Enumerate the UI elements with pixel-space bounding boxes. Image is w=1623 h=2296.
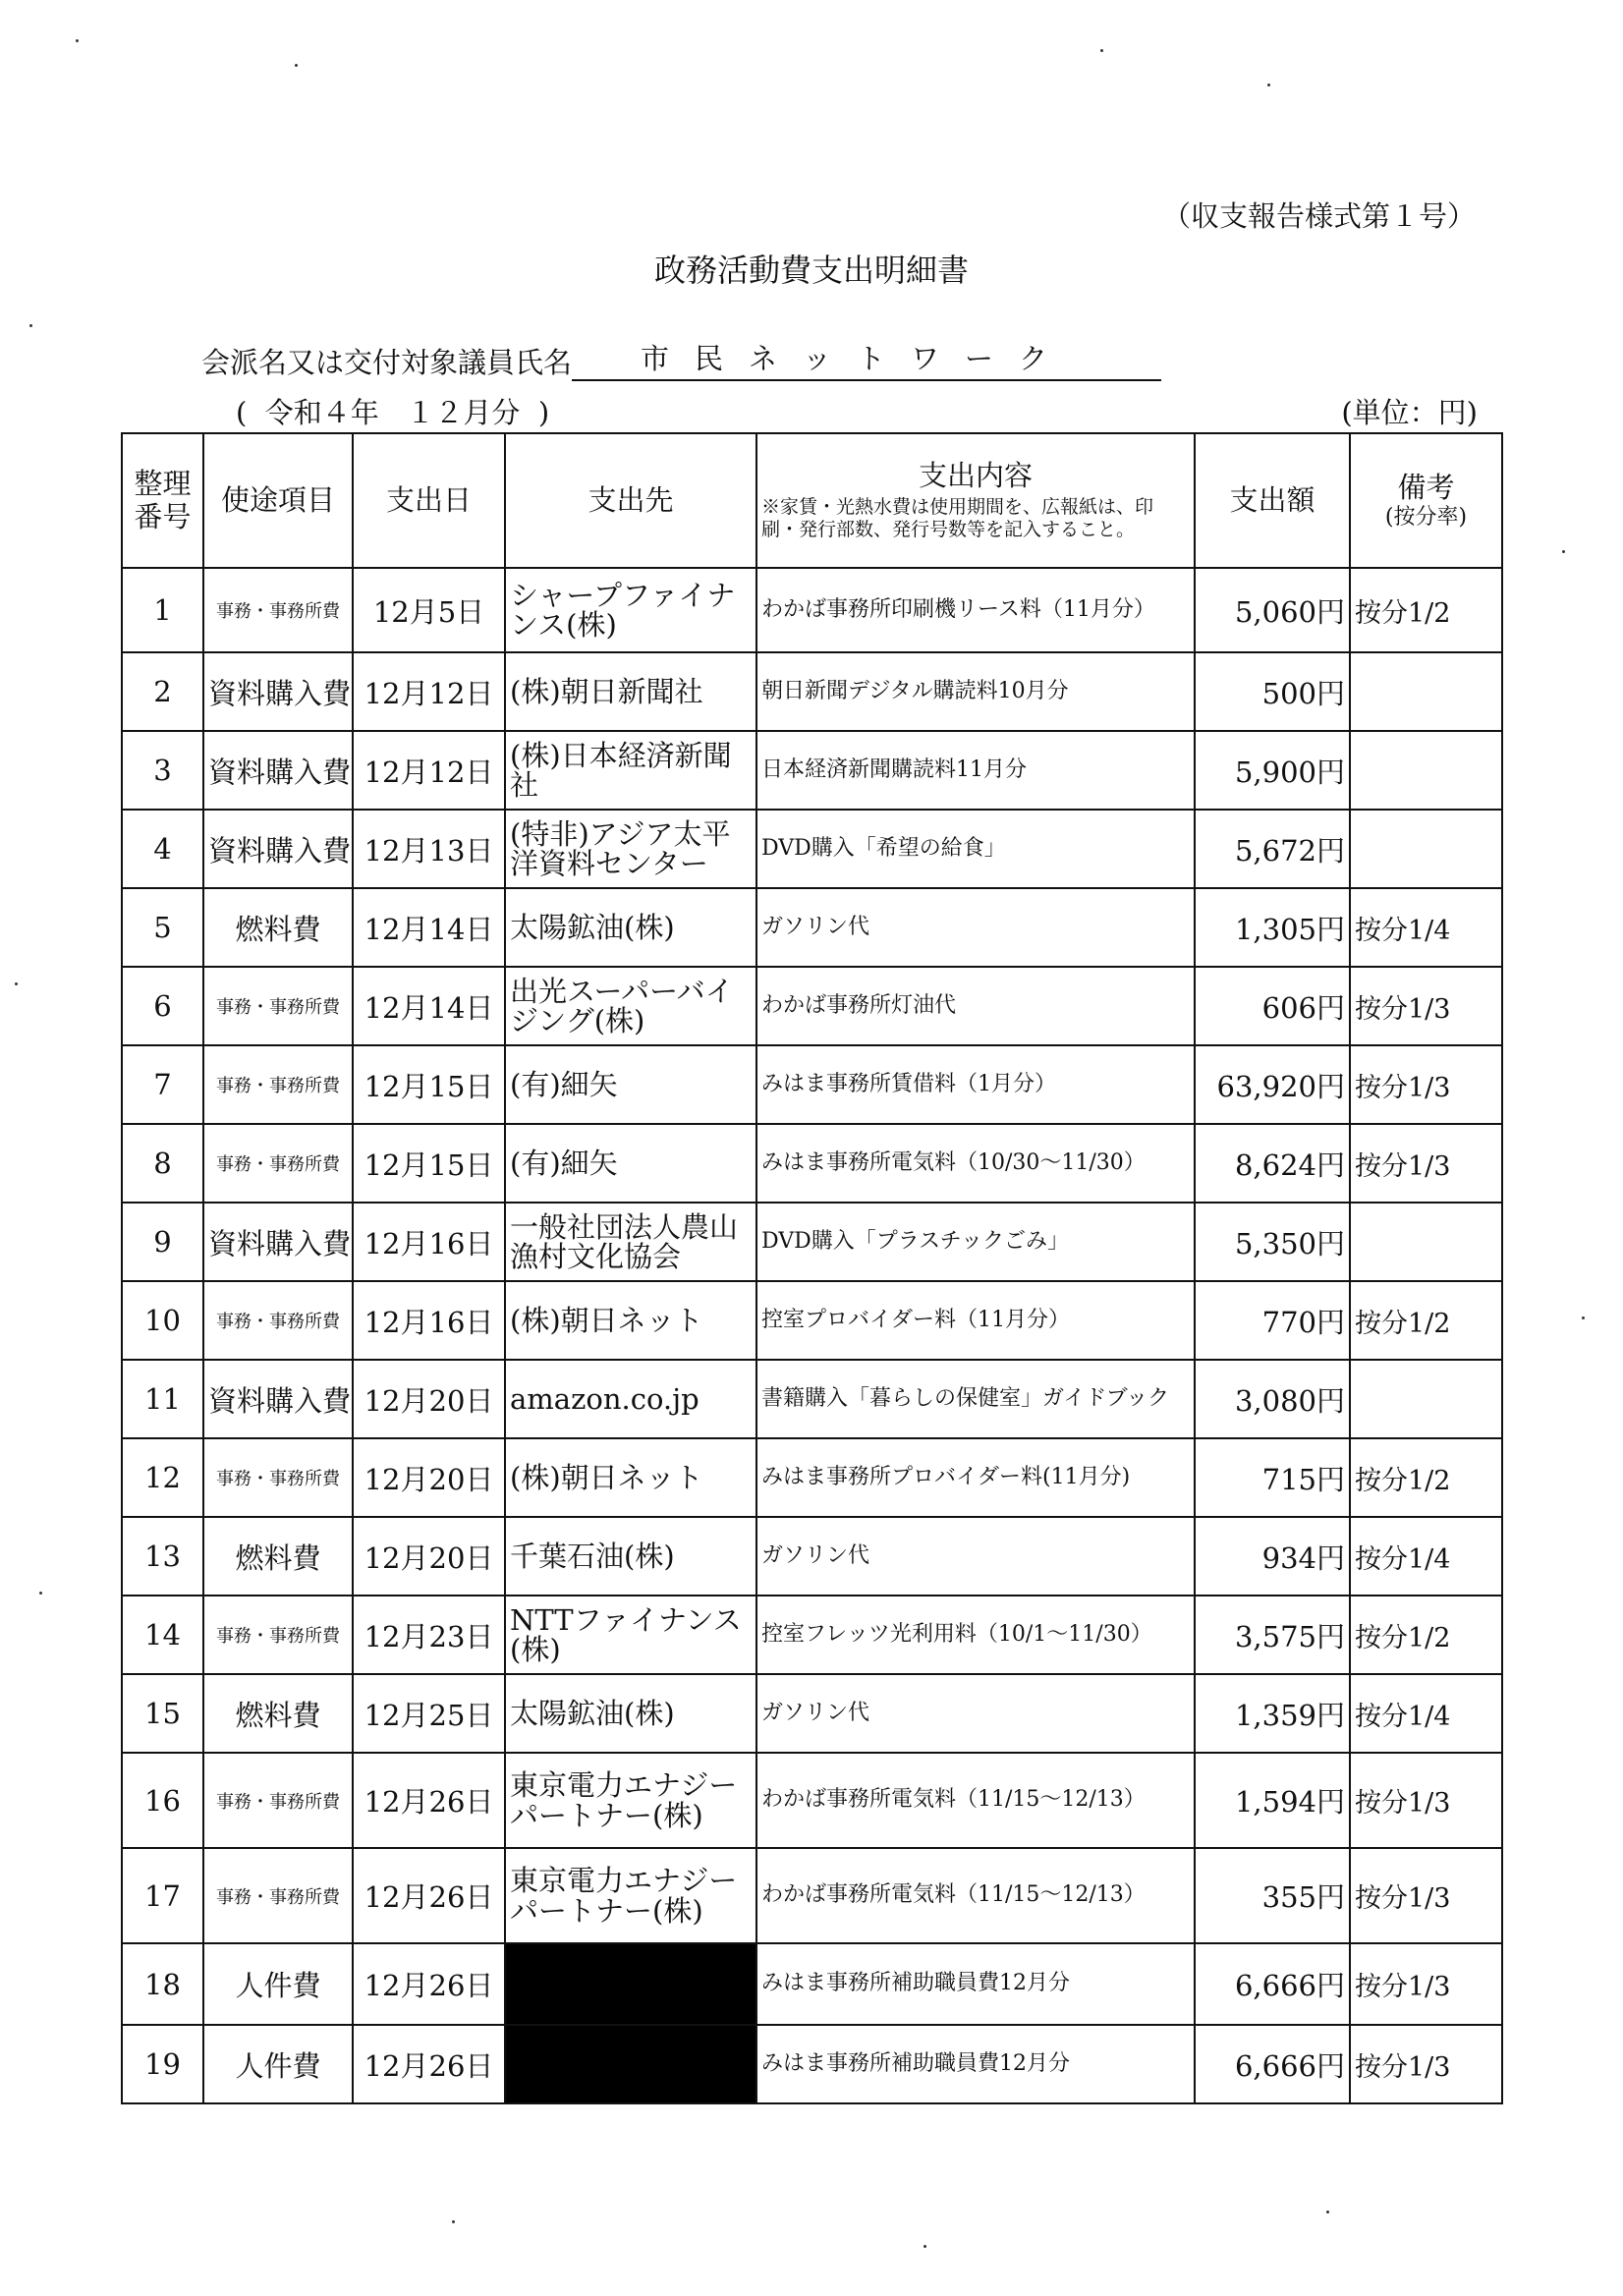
row-item: 人件費 bbox=[203, 1943, 353, 2025]
row-amount: 770円 bbox=[1195, 1281, 1350, 1360]
row-no: 8 bbox=[122, 1124, 203, 1203]
table-row bbox=[122, 2025, 1502, 2103]
row-payee: (特非)アジア太平洋資料センター bbox=[505, 810, 756, 888]
row-content: みはま事務所補助職員費12月分 bbox=[756, 2025, 1195, 2103]
row-payee: amazon.co.jp bbox=[505, 1360, 756, 1438]
row-no: 18 bbox=[122, 1943, 203, 2025]
table-row bbox=[122, 1203, 1502, 1281]
row-item: 事務・事務所費 bbox=[203, 1045, 353, 1124]
row-no: 14 bbox=[122, 1596, 203, 1674]
row-content: 控室プロバイダー料（11月分） bbox=[756, 1281, 1195, 1360]
row-remarks: 按分1/4 bbox=[1350, 1517, 1502, 1596]
row-amount: 5,350円 bbox=[1195, 1203, 1350, 1281]
row-no: 16 bbox=[122, 1753, 203, 1848]
row-content: DVD購入「希望の給食」 bbox=[756, 810, 1195, 888]
row-date: 12月20日 bbox=[353, 1438, 505, 1517]
header-amount: 支出額 bbox=[1195, 433, 1350, 568]
row-no: 19 bbox=[122, 2025, 203, 2103]
table-row bbox=[122, 1517, 1502, 1596]
row-content: 日本経済新聞購読料11月分 bbox=[756, 731, 1195, 810]
row-amount: 715円 bbox=[1195, 1438, 1350, 1517]
row-payee: (株)朝日ネット bbox=[505, 1438, 756, 1517]
row-content: わかば事務所電気料（11/15～12/13） bbox=[756, 1848, 1195, 1943]
row-item: 資料購入費 bbox=[203, 731, 353, 810]
document-title: 政務活動費支出明細書 bbox=[653, 252, 969, 289]
row-no: 11 bbox=[122, 1360, 203, 1438]
header-remarks-label: 備考 bbox=[1397, 471, 1455, 505]
row-no: 6 bbox=[122, 967, 203, 1045]
row-remarks: 按分1/2 bbox=[1350, 1438, 1502, 1517]
row-item: 事務・事務所費 bbox=[203, 1596, 353, 1674]
table-row bbox=[122, 967, 1502, 1045]
table-row bbox=[122, 1674, 1502, 1753]
row-amount: 606円 bbox=[1195, 967, 1350, 1045]
row-no: 15 bbox=[122, 1674, 203, 1753]
row-item: 事務・事務所費 bbox=[203, 1753, 353, 1848]
row-payee: 千葉石油(株) bbox=[505, 1517, 756, 1596]
row-payee: (株)日本経済新聞社 bbox=[505, 731, 756, 810]
row-content: みはま事務所プロバイダー料(11月分) bbox=[756, 1438, 1195, 1517]
row-amount: 5,060円 bbox=[1195, 568, 1350, 652]
row-content: みはま事務所電気料（10/30～11/30） bbox=[756, 1124, 1195, 1203]
row-remarks bbox=[1350, 652, 1502, 731]
row-date: 12月26日 bbox=[353, 1753, 505, 1848]
row-payee: 東京電力エナジーパートナー(株) bbox=[505, 1848, 756, 1943]
table-row bbox=[122, 1281, 1502, 1360]
row-date: 12月13日 bbox=[353, 810, 505, 888]
row-remarks: 按分1/2 bbox=[1350, 1281, 1502, 1360]
expense-table bbox=[121, 432, 1503, 2104]
row-item: 資料購入費 bbox=[203, 652, 353, 731]
form-number: （収支報告様式第１号） bbox=[1161, 199, 1476, 233]
row-no: 3 bbox=[122, 731, 203, 810]
reporting-period: ( 令和４年 １２月分 ) bbox=[236, 396, 550, 429]
row-amount: 1,305円 bbox=[1195, 888, 1350, 967]
table-row bbox=[122, 1753, 1502, 1848]
row-remarks: 按分1/4 bbox=[1350, 1674, 1502, 1753]
row-payee: (有)細矢 bbox=[505, 1124, 756, 1203]
row-content: 朝日新聞デジタル購読料10月分 bbox=[756, 652, 1195, 731]
table-row bbox=[122, 1045, 1502, 1124]
party-name: 市民ネットワーク bbox=[572, 337, 1161, 381]
row-item: 資料購入費 bbox=[203, 1203, 353, 1281]
table-row bbox=[122, 888, 1502, 967]
row-date: 12月20日 bbox=[353, 1360, 505, 1438]
header-no: 整理番号 bbox=[122, 433, 203, 568]
row-remarks: 按分1/3 bbox=[1350, 2025, 1502, 2103]
row-amount: 5,672円 bbox=[1195, 810, 1350, 888]
table-row bbox=[122, 1596, 1502, 1674]
row-no: 12 bbox=[122, 1438, 203, 1517]
row-item: 燃料費 bbox=[203, 888, 353, 967]
header-content-label: 支出内容 bbox=[918, 459, 1033, 493]
row-remarks bbox=[1350, 1360, 1502, 1438]
row-no: 5 bbox=[122, 888, 203, 967]
row-payee: 太陽鉱油(株) bbox=[505, 1674, 756, 1753]
row-item: 事務・事務所費 bbox=[203, 1848, 353, 1943]
row-remarks bbox=[1350, 810, 1502, 888]
row-remarks: 按分1/4 bbox=[1350, 888, 1502, 967]
table-row bbox=[122, 568, 1502, 652]
row-item: 事務・事務所費 bbox=[203, 1438, 353, 1517]
row-remarks bbox=[1350, 1203, 1502, 1281]
row-no: 7 bbox=[122, 1045, 203, 1124]
row-payee: NTTファイナンス(株) bbox=[505, 1596, 756, 1674]
row-content: みはま事務所賃借料（1月分） bbox=[756, 1045, 1195, 1124]
row-no: 2 bbox=[122, 652, 203, 731]
row-remarks: 按分1/2 bbox=[1350, 1596, 1502, 1674]
row-remarks: 按分1/3 bbox=[1350, 967, 1502, 1045]
row-date: 12月12日 bbox=[353, 731, 505, 810]
row-payee: 出光スーパーバイジング(株) bbox=[505, 967, 756, 1045]
row-amount: 63,920円 bbox=[1195, 1045, 1350, 1124]
row-content: ガソリン代 bbox=[756, 1674, 1195, 1753]
table-row bbox=[122, 731, 1502, 810]
row-remarks: 按分1/3 bbox=[1350, 1943, 1502, 2025]
row-item: 人件費 bbox=[203, 2025, 353, 2103]
table-row bbox=[122, 652, 1502, 731]
row-content: わかば事務所印刷機リース料（11月分） bbox=[756, 568, 1195, 652]
header-payee: 支出先 bbox=[505, 433, 756, 568]
row-payee: (株)朝日ネット bbox=[505, 1281, 756, 1360]
row-date: 12月20日 bbox=[353, 1517, 505, 1596]
row-amount: 8,624円 bbox=[1195, 1124, 1350, 1203]
row-remarks bbox=[1350, 731, 1502, 810]
row-date: 12月12日 bbox=[353, 652, 505, 731]
row-content: 控室フレッツ光利用料（10/1～11/30） bbox=[756, 1596, 1195, 1674]
row-remarks: 按分1/3 bbox=[1350, 1848, 1502, 1943]
row-item: 事務・事務所費 bbox=[203, 967, 353, 1045]
table-row bbox=[122, 1438, 1502, 1517]
row-item: 資料購入費 bbox=[203, 810, 353, 888]
row-payee: 東京電力エナジーパートナー(株) bbox=[505, 1753, 756, 1848]
row-item: 資料購入費 bbox=[203, 1360, 353, 1438]
row-amount: 934円 bbox=[1195, 1517, 1350, 1596]
row-amount: 6,666円 bbox=[1195, 1943, 1350, 2025]
row-content: みはま事務所補助職員費12月分 bbox=[756, 1943, 1195, 2025]
party-label: 会派名又は交付対象議員氏名 bbox=[201, 346, 573, 379]
table-header-row bbox=[122, 433, 1502, 568]
row-amount: 3,080円 bbox=[1195, 1360, 1350, 1438]
row-no: 1 bbox=[122, 568, 203, 652]
row-item: 燃料費 bbox=[203, 1517, 353, 1596]
row-no: 9 bbox=[122, 1203, 203, 1281]
row-date: 12月15日 bbox=[353, 1045, 505, 1124]
table-row bbox=[122, 1360, 1502, 1438]
row-date: 12月26日 bbox=[353, 2025, 505, 2103]
table-row bbox=[122, 1848, 1502, 1943]
row-amount: 1,594円 bbox=[1195, 1753, 1350, 1848]
row-payee: (有)細矢 bbox=[505, 1045, 756, 1124]
row-remarks: 按分1/3 bbox=[1350, 1753, 1502, 1848]
row-date: 12月26日 bbox=[353, 1943, 505, 2025]
row-remarks: 按分1/3 bbox=[1350, 1124, 1502, 1203]
row-payee: 太陽鉱油(株) bbox=[505, 888, 756, 967]
header-item: 使途項目 bbox=[203, 433, 353, 568]
row-date: 12月14日 bbox=[353, 888, 505, 967]
row-amount: 1,359円 bbox=[1195, 1674, 1350, 1753]
row-remarks: 按分1/3 bbox=[1350, 1045, 1502, 1124]
row-content: わかば事務所灯油代 bbox=[756, 967, 1195, 1045]
header-content bbox=[756, 433, 1195, 568]
row-no: 17 bbox=[122, 1848, 203, 1943]
row-content: ガソリン代 bbox=[756, 1517, 1195, 1596]
row-payee: (株)朝日新聞社 bbox=[505, 652, 756, 731]
header-remarks bbox=[1350, 433, 1502, 568]
row-content: わかば事務所電気料（11/15～12/13） bbox=[756, 1753, 1195, 1848]
header-remarks-sub: (按分率) bbox=[1384, 504, 1468, 530]
header-content-note: ※家賃・光熱水費は使用期間を、広報紙は、印刷・発行部数、発行号数等を記入すること。 bbox=[761, 496, 1154, 541]
row-date: 12月23日 bbox=[353, 1596, 505, 1674]
row-no: 10 bbox=[122, 1281, 203, 1360]
row-date: 12月26日 bbox=[353, 1848, 505, 1943]
table-row bbox=[122, 810, 1502, 888]
row-date: 12月25日 bbox=[353, 1674, 505, 1753]
row-no: 13 bbox=[122, 1517, 203, 1596]
row-date: 12月5日 bbox=[353, 568, 505, 652]
row-content: ガソリン代 bbox=[756, 888, 1195, 967]
row-payee-redacted bbox=[505, 1943, 756, 2025]
row-item: 事務・事務所費 bbox=[203, 568, 353, 652]
row-item: 事務・事務所費 bbox=[203, 1124, 353, 1203]
row-date: 12月16日 bbox=[353, 1281, 505, 1360]
row-date: 12月15日 bbox=[353, 1124, 505, 1203]
unit-label: (単位：円) bbox=[1341, 396, 1478, 429]
row-amount: 355円 bbox=[1195, 1848, 1350, 1943]
row-amount: 3,575円 bbox=[1195, 1596, 1350, 1674]
row-date: 12月16日 bbox=[353, 1203, 505, 1281]
header-date: 支出日 bbox=[353, 433, 505, 568]
row-amount: 5,900円 bbox=[1195, 731, 1350, 810]
row-amount: 6,666円 bbox=[1195, 2025, 1350, 2103]
table-row bbox=[122, 1124, 1502, 1203]
row-item: 燃料費 bbox=[203, 1674, 353, 1753]
row-no: 4 bbox=[122, 810, 203, 888]
row-content: DVD購入「プラスチックごみ」 bbox=[756, 1203, 1195, 1281]
row-payee: 一般社団法人農山漁村文化協会 bbox=[505, 1203, 756, 1281]
party-row bbox=[201, 337, 1161, 381]
row-payee: シャープファイナンス(株) bbox=[505, 568, 756, 652]
row-remarks: 按分1/2 bbox=[1350, 568, 1502, 652]
row-content: 書籍購入「暮らしの保健室」ガイドブック bbox=[756, 1360, 1195, 1438]
row-item: 事務・事務所費 bbox=[203, 1281, 353, 1360]
row-amount: 500円 bbox=[1195, 652, 1350, 731]
table-row bbox=[122, 1943, 1502, 2025]
row-date: 12月14日 bbox=[353, 967, 505, 1045]
row-payee-redacted bbox=[505, 2025, 756, 2103]
